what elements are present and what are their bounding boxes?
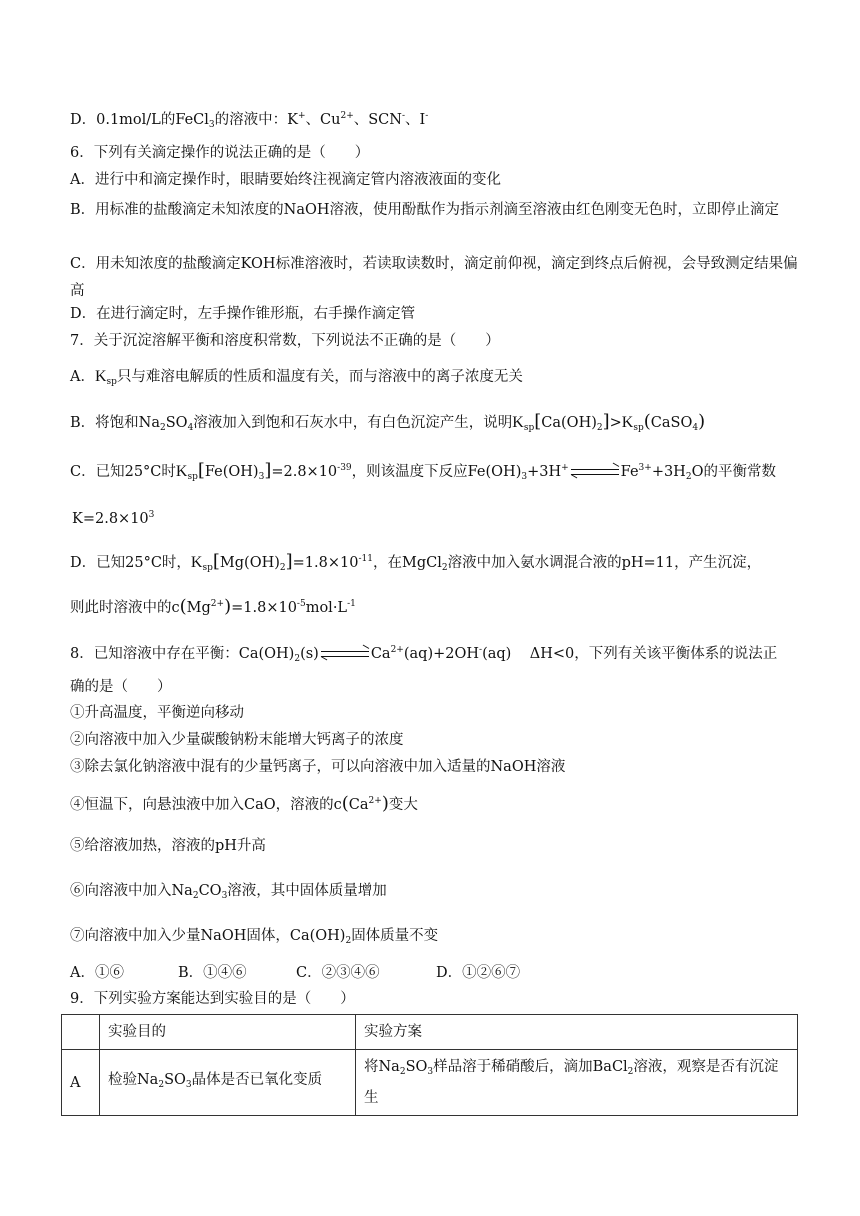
q6-option-b: B．用标准的盐酸滴定未知浓度的NaOH溶液，使用酚酞作为指示剂滴至溶液由红色刚变无色时，立即停止滴定	[70, 202, 780, 218]
table-header-row	[62, 1015, 798, 1050]
q9-stem: 9．下列实验方案能达到实验目的是（ ）	[70, 991, 355, 1007]
q8-stem-line2: 确的是（ ）	[70, 679, 172, 695]
q6-stem: 6．下列有关滴定操作的说法正确的是（ ）	[70, 145, 370, 161]
q8-statement-5: ⑤给溶液加热，溶液的pH升高	[70, 838, 266, 854]
q6-option-a: A．进行中和滴定操作时，眼睛要始终注视滴定管内溶液液面的变化	[70, 172, 501, 188]
q7-option-d-line2: 则此时溶液中的$c(Mg^{2+})=1.8\times 10^{-5}mol\cdot L^{-1}$	[70, 596, 356, 617]
q6-option-d: D．在进行滴定时，左手操作锥形瓶，右手操作滴定管	[70, 306, 416, 322]
q7-option-b: B．将饱和$Na_2SO_4$溶液加入到饱和石灰水中，有白色沉淀产生，说明$K_{sp}[Ca(OH)_2]>K_{sp}(CaSO_4)$	[70, 411, 706, 433]
q8-statement-3: ③除去氯化钠溶液中混有的少量钙离子，可以向溶液中加入适量的NaOH溶液	[70, 759, 566, 775]
q8-statement-6: ⑥向溶液中加入$Na_2CO_3$溶液，其中固体质量增加	[70, 883, 387, 901]
table-header-empty	[62, 1015, 100, 1050]
q8-statement-7: ⑦向溶液中加入少量NaOH固体，$Ca(OH)_2$固体质量不变	[70, 928, 439, 946]
q8-option-b: B．①④⑥	[178, 965, 247, 981]
q8-statement-1: ①升高温度，平衡逆向移动	[70, 705, 244, 721]
q8-statement-4: ④恒温下，向悬浊液中加入CaO，溶液的$c(Ca^{2+})$变大	[70, 793, 418, 814]
q8-option-c: C．②③④⑥	[296, 965, 380, 981]
q7-option-c-k: $K=2.8\times 10^3$	[72, 510, 155, 527]
q7-option-a: A．$K_{sp}$只与难溶电解质的性质和温度有关，而与溶液中的离子浓度无关	[70, 368, 523, 387]
q9-table	[61, 1014, 798, 1116]
q8-option-d: D．①②⑥⑦	[436, 965, 521, 981]
q5-option-d: D．0.1mol/L的FeCl$_3$的溶液中：K+、$Cu^{2+}$、SCN-、I-	[70, 111, 429, 130]
q7-option-d: D．已知25°C时，$K_{sp}[Mg(OH)_2]=1.8\times 10^{-11}$，在MgCl$_2$溶液中加入氨水调混合液的pH=11，产生沉淀，	[70, 551, 762, 573]
q7-stem: 7．关于沉淀溶解平衡和溶度积常数，下列说法不正确的是（ ）	[70, 333, 500, 349]
row-label: A	[62, 1050, 100, 1116]
table-row	[62, 1050, 798, 1116]
row-goal: 检验$Na_2SO_3$晶体是否已氧化变质	[100, 1050, 356, 1116]
row-plan: 将$Na_2SO_3$样品溶于稀硝酸后，滴加BaCl$_2$溶液，观察是否有沉淀生	[356, 1050, 798, 1116]
q8-option-a: A．①⑥	[70, 965, 124, 981]
table-header-goal: 实验目的	[100, 1015, 356, 1050]
q8-stem: 8．已知溶液中存在平衡：$Ca(OH)_2(s)$ $Ca^{2+}(aq)+2OH^-(aq)$ ΔH<0，下列有关该平衡体系的说法正	[70, 645, 778, 664]
table-header-plan: 实验方案	[356, 1015, 798, 1050]
q7-option-c: C．已知25°C时$K_{sp}[Fe(OH)_3]=2.8\times 10^{-39}$，则该温度下反应$Fe(OH)_3+3H^+$ $Fe^{3+}+3H_2O$的平衡常数	[70, 460, 776, 482]
q8-statement-2: ②向溶液中加入少量碳酸钠粉末能增大钙离子的浓度	[70, 732, 404, 748]
q6-option-c: C．用未知浓度的盐酸滴定KOH标准溶液时，若读取读数时，滴定前仰视，滴定到终点后俯视，会导致测定结果偏高	[70, 256, 798, 299]
